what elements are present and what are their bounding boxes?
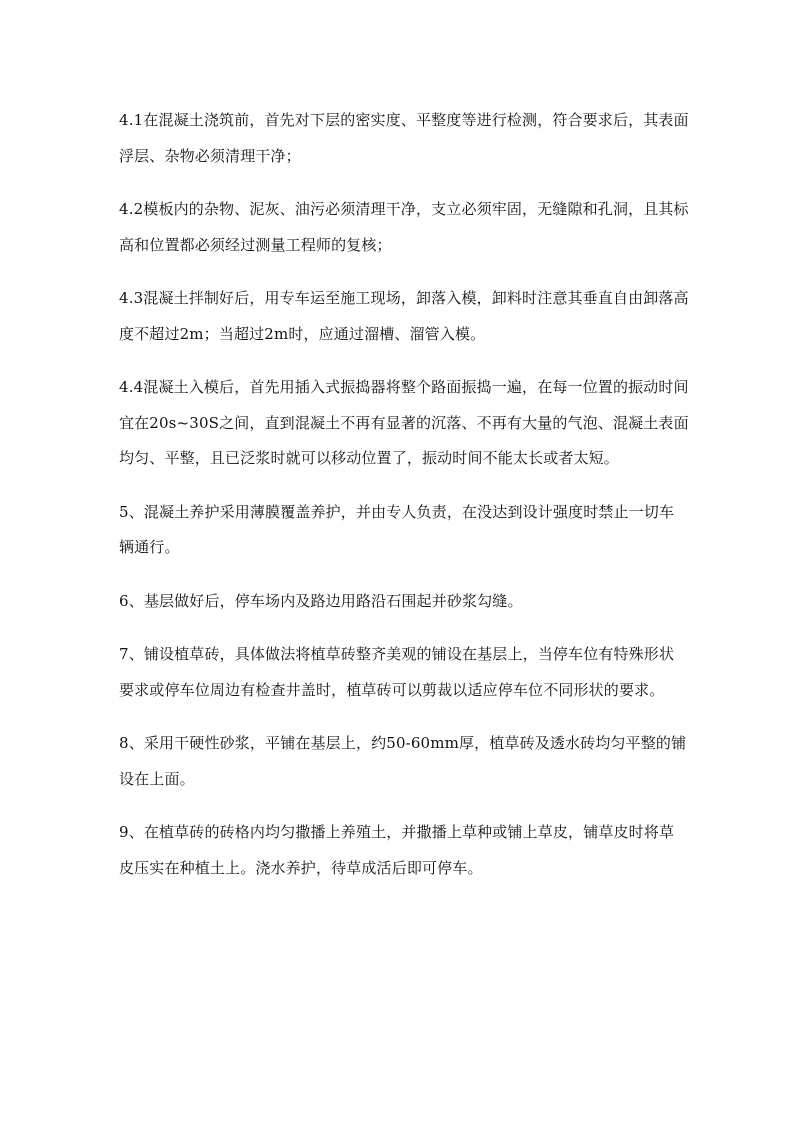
- paragraph-4-1: 4.1在混凝土浇筑前，首先对下层的密实度、平整度等进行检测，符合要求后，其表面浮层、杂物必须清理干净；: [119, 111, 689, 165]
- paragraph-4-2: 4.2模板内的杂物、泥灰、油污必须清理干净，支立必须牢固，无缝隙和孔洞，且其标高和位置都必须经过测量工程师的复核；: [119, 200, 689, 254]
- paragraph-8: 8、采用干硬性砂浆，平铺在基层上，约50-60mm厚，植草砖及透水砖均匀平整的铺设在上面。: [119, 734, 687, 788]
- paragraph-4-4: 4.4混凝土入模后，首先用插入式振捣器将整个路面振捣一遍，在每一位置的振动时间宜在20s~30S之间，直到混凝土不再有显著的沉落、不再有大量的气泡、混凝土表面均匀、平整，且已泛浆时就可以移动位置了，振动时间不能太长或者太短。: [119, 378, 689, 467]
- paragraph-9: 9、在植草砖的砖格内均匀撒播上养殖土，并撒播上草种或铺上草皮，铺草皮时将草皮压实在种植土上。浇水养护，待草成活后即可停车。: [119, 823, 675, 877]
- paragraph-6: 6、基层做好后，停车场内及路边用路沿石围起并砂浆勾缝。: [119, 591, 523, 610]
- document-body: [119, 103, 689, 904]
- paragraph-4-3: 4.3混凝土拌制好后，用专车运至施工现场，卸落入模，卸料时注意其垂直自由卸落高度不超过2m；当超过2m时，应通过溜槽、溜管入模。: [119, 289, 689, 343]
- paragraph-5: 5、混凝土养护采用薄膜覆盖养护，并由专人负责，在没达到设计强度时禁止一切车辆通行。: [119, 502, 675, 556]
- paragraph-7: 7、铺设植草砖，具体做法将植草砖整齐美观的铺设在基层上，当停车位有特殊形状要求或停车位周边有检查井盖时，植草砖可以剪裁以适应停车位不同形状的要求。: [119, 645, 675, 699]
